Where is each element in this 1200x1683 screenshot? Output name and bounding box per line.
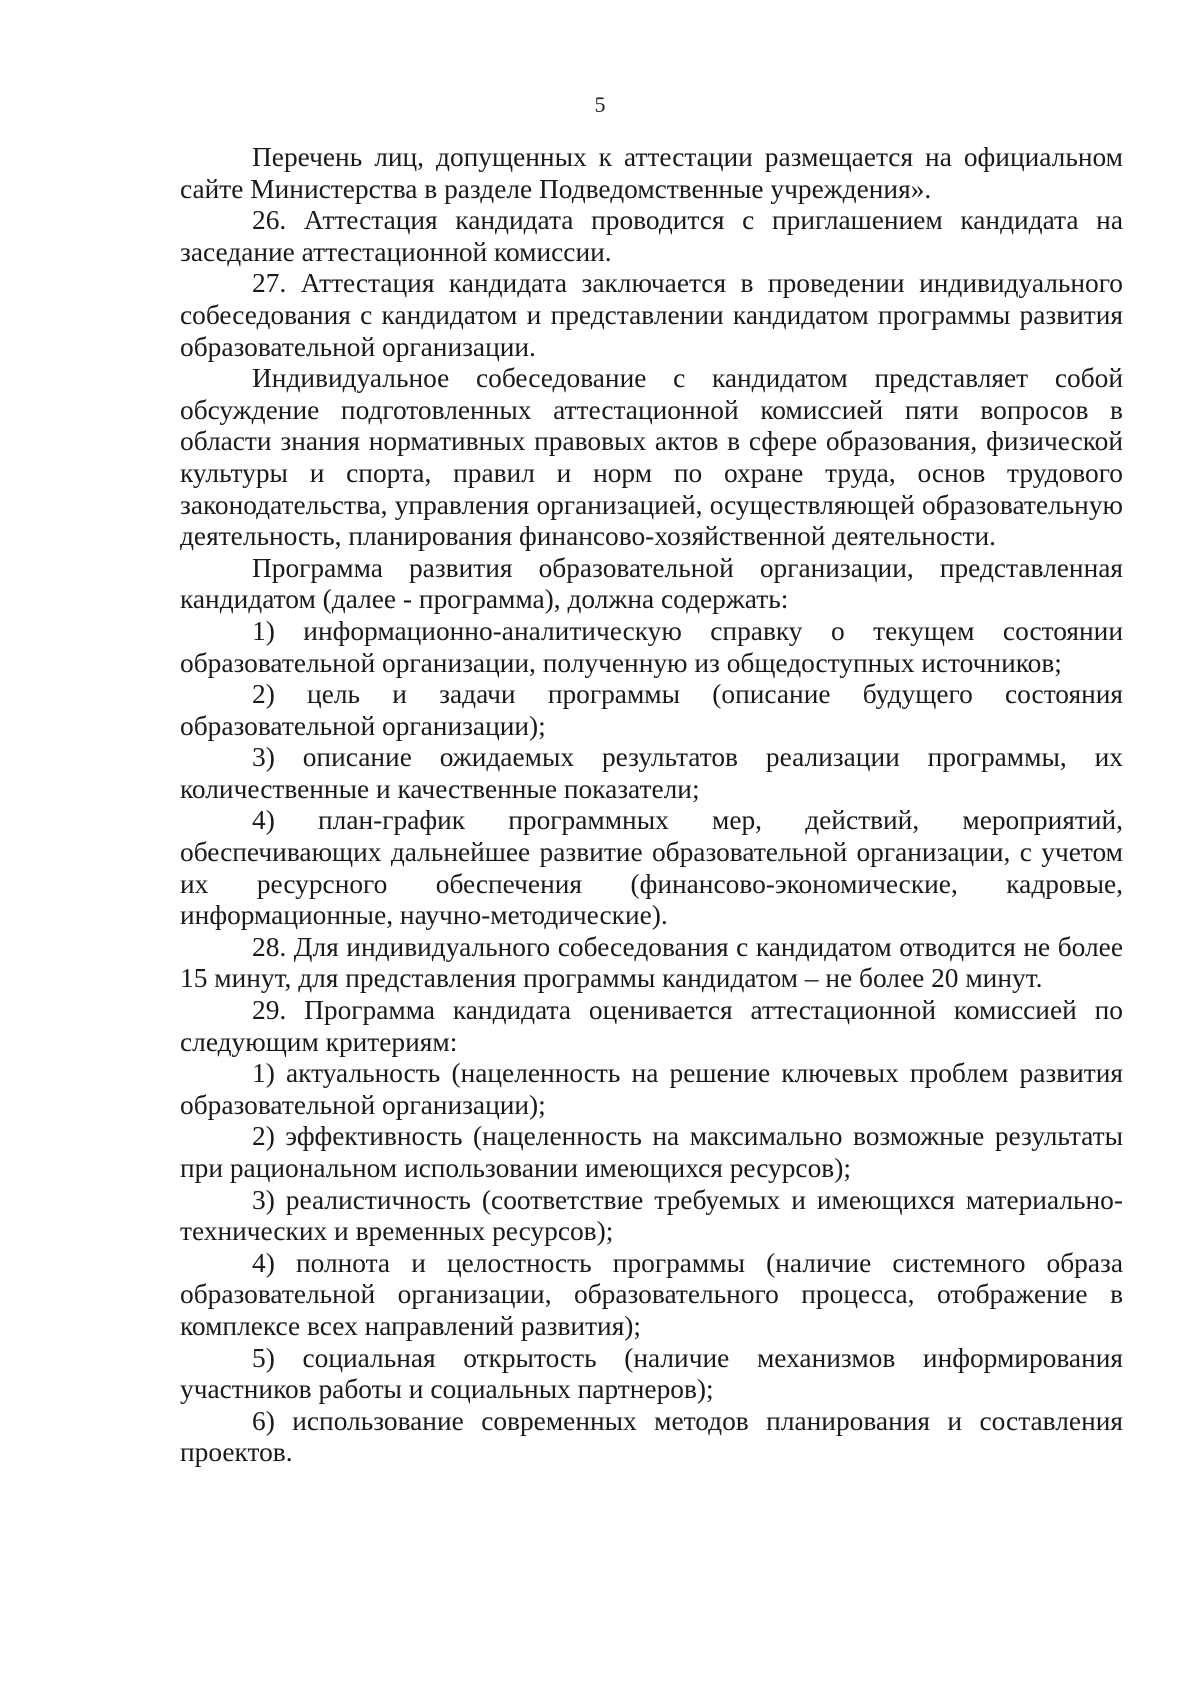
program-item-3: 3) описание ожидаемых результатов реализации программы, их количественные и качественные показатели;: [180, 742, 1123, 804]
page-number: 5: [594, 92, 606, 117]
paragraph-program-intro: Программа развития образовательной организации, представленная кандидатом (далее - программа), должна содержать:: [180, 552, 1123, 615]
paragraph-attestation-list: Перечень лиц, допущенных к аттестации размещается на официальном сайте Министерства в разделе Подведомственные учреждения».: [180, 142, 1123, 204]
criterion-item-4: 4) полнота и целостность программы (наличие системного образа образовательной организации, образовательного процесса, отображение в комплексе всех направлений развития);: [180, 1247, 1123, 1341]
document-body: [180, 142, 1123, 1469]
criterion-item-5: 5) социальная открытость (наличие механизмов информирования участников работы и социальных партнеров);: [180, 1342, 1123, 1405]
paragraph-26: 26. Аттестация кандидата проводится с приглашением кандидата на заседание аттестационной комиссии.: [180, 205, 1123, 267]
program-item-2: 2) цель и задачи программы (описание будущего состояния образовательной организации);: [180, 679, 1123, 741]
paragraph-27: 27. Аттестация кандидата заключается в проведении индивидуального собеседования с кандидатом и представлении кандидатом программы развития образовательной организации.: [180, 268, 1123, 362]
program-item-4: 4) план-график программных мер, действий, мероприятий, обеспечивающих дальнейшее развитие образовательной организации, с учетом их ресурсного обеспечения (финансово-экономические, кадровые, информационные, научно-методические).: [180, 805, 1123, 931]
paragraph-29: 29. Программа кандидата оценивается аттестационной комиссией по следующим критериям:: [180, 995, 1123, 1057]
program-item-1: 1) информационно-аналитическую справку о текущем состоянии образовательной организации, полученную из общедоступных источников;: [180, 615, 1123, 678]
paragraph-interview: Индивидуальное собеседование с кандидатом представляет собой обсуждение подготовленных аттестационной комиссией пяти вопросов в области знания нормативных правовых актов в сфере образования, физической культуры и спорта, правил и норм по охране труда, основ трудового законодательства, управления организацией, осуществляющей образовательную деятельность, планирования финансово-хозяйственной деятельности.: [180, 363, 1123, 552]
criterion-item-1: 1) актуальность (нацеленность на решение ключевых проблем развития образовательной организации);: [180, 1058, 1123, 1120]
criterion-item-3: 3) реалистичность (соответствие требуемых и имеющихся материально-технических и временных ресурсов);: [180, 1184, 1123, 1247]
criterion-item-2: 2) эффективность (нацеленность на максимально возможные результаты при рациональном использовании имеющихся ресурсов);: [180, 1121, 1123, 1183]
criterion-item-6: 6) использование современных методов планирования и составления проектов.: [180, 1405, 1123, 1468]
paragraph-28: 28. Для индивидуального собеседования с кандидатом отводится не более 15 минут, для представления программы кандидатом – не более 20 минут.: [180, 931, 1123, 994]
